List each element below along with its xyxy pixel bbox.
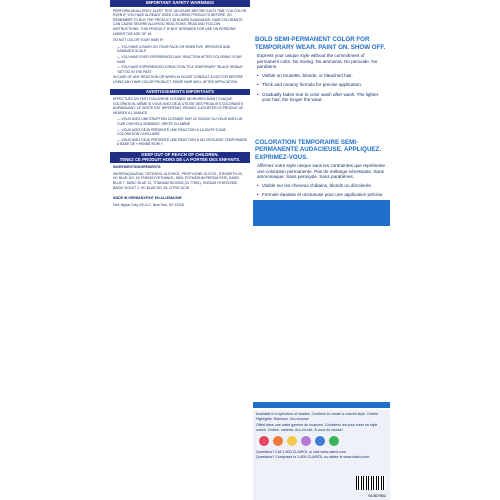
keep-out-text: KEEP OUT OF REACH OF CHILDREN. bbox=[141, 152, 219, 158]
swatch bbox=[287, 436, 297, 446]
swatch bbox=[273, 436, 283, 446]
footer-line-en: Available in a spectrum of shades. Combine to create a colorful style. Ombré. Highlights. Rainbow. You choose! bbox=[256, 412, 379, 421]
fr-text: EFFECTUEZ UN TEST D'ALLERGIE CUTANÉE 48 HEURES AVANT CHAQUE COLORATION, MÊME SI VOUS AVEZ DÉJÀ UTILISÉ DES PRODUITS COLORANTS AUPARAVANT. LE GESTE EST IMPORTANT. PENSEZ À ACHETER LE PRODUIT 48 HEURES À L'AVANCE. bbox=[113, 97, 244, 115]
spacer bbox=[253, 107, 390, 137]
ingredients-text: WATER/AQUA/EAU, CETEARYL ALCOHOL, PROPYLENE GLYCOL, STEARETH-20, HC BLUE NO. 15, PHENOXYETHANOL, MEA, POTASSIUM PERSULFATE, BASIC BLUE 7, BASIC BLUE 12, TITANIUM DIOXIDE (CI 77891), SODIUM HYDROXIDE, BASIC VIOLET 2, HC BLUE NO. 15, CITRIC ACID bbox=[113, 171, 243, 190]
list-item: • Gradually fades true to color wash after wash. The lighter your hair, the longer the wear. bbox=[257, 92, 386, 103]
list-item: — YOU HAVE EXPERIENCED A REACTION TO A TEMPORARY "BLACK HENNA" TATTOO IN THE PAST bbox=[117, 65, 243, 74]
fr-text-block bbox=[110, 95, 250, 150]
questions-en: Questions? Call 1-800-CLAIROL or visit www.clairol.com bbox=[256, 450, 347, 454]
warning-header: IMPORTANT SAFETY WARNINGS bbox=[110, 0, 250, 7]
intro-fr: Affirmez votre style unique sans les contraintes que représente une coloration permanente. Pas de mélange nécessaire. Sans ammoniaque. Sans peroxyde. Sans parabènes. bbox=[257, 163, 386, 180]
list-item: • Visible sur les cheveux châtains, blonds ou décolorés. bbox=[257, 183, 386, 189]
barcode-number: 91367951 bbox=[368, 492, 386, 498]
barcode-icon bbox=[356, 476, 386, 490]
swatch bbox=[315, 436, 325, 446]
swatch bbox=[259, 436, 269, 446]
accent-band-lower bbox=[253, 402, 390, 408]
list-item: • Thick and creamy formula for precise application. bbox=[257, 82, 386, 88]
title-fr: COLORATION TEMPORAIRE SEMI-PERMANENTE AUDACIEUSE. APPLIQUEZ. EXPRIMEZ-VOUS. bbox=[255, 138, 382, 161]
list-item: — VOUS AVEZ DÉJÀ PRÉSENTÉ UNE RÉACTION À UN TATOUAGE TEMPORAIRE À BASE DE « HENNÉ NOIR » bbox=[117, 137, 247, 147]
made-in-text: MADE IN GERMANY/FAIT EN ALLEMAGNE bbox=[113, 196, 182, 201]
list-item: — YOU HAVE A RASH ON YOUR FACE OR SENSITIVE, IRRITATED AND DAMAGED SCALP bbox=[117, 44, 231, 54]
intro-en: Express your unique style without the commitment of permanent color. No mixing. No ammonia. No peroxide. No parabens. bbox=[257, 53, 378, 70]
features-en bbox=[257, 73, 386, 103]
warning-text-block bbox=[110, 7, 250, 89]
list-item: — YOU HAVE EVER EXPERIENCED ANY REACTION AFTER COLORING YOUR HAIR bbox=[117, 54, 242, 64]
ingredients-block bbox=[110, 163, 250, 211]
list-item: — VOUS AVEZ UNE ÉRUPTION CUTANÉE SUR LE VISAGE OU VOUS AVEZ UN CUIR CHEVELU SENSIBLE, IRRITÉ OU ABÎMÉ bbox=[117, 117, 243, 127]
accent-band bbox=[253, 200, 390, 226]
list-item: • Formule épaisse et onctueuse pour une application précise. bbox=[257, 192, 386, 198]
warning-text: PERFORM AN ALLERGY ALERT TEST 48 HOURS BEFORE EACH TIME YOU COLOR EVEN IF YOU HAVE ALREADY USED COLORING PRODUCTS BEFORE. SO REMEMBER TO BUY THE PRODUCT 48 HOURS IN ADVANCE. HAIR COLORANTS CAN CAUSE SEVERE ALLERGIC REACTIONS. READ AND FOLLOW INSTRUCTIONS. THIS PRODUCT IS NOT INTENDED FOR USE ON PERSONS UNDER THE AGE OF 16. bbox=[113, 8, 247, 36]
shade-swatches bbox=[259, 436, 387, 446]
tail-text: IN CASE OF ANY REACTION OR WHEN IN DOUBT CONSULT A DOCTOR BEFORE USING ANY HAIR COLOR PRODUCT. RINSE HAIR WELL AFTER APPLICATION. bbox=[113, 75, 243, 84]
questions-fr: Questions? Composez le 1-800-CLAIROL ou visitez le www.clairol.com bbox=[256, 454, 370, 459]
footer-line-fr: Offert dans une vaste gamme de nuances. Combinez les pour créer un style coloré. Ombré. mèches. Arc-en-ciel. À vous de choisir! bbox=[256, 423, 378, 432]
footer-panel bbox=[253, 410, 390, 500]
dist-text: Dist. by/par Coty US LLC, New York, NY 10118 bbox=[113, 202, 184, 207]
not-color-list bbox=[113, 45, 247, 75]
keep-out-text-fr: TENEZ CE PRODUIT HORS DE LA PORTÉE DES ENFANTS. bbox=[119, 156, 241, 162]
body-en bbox=[253, 53, 390, 103]
title-en: BOLD SEMI-PERMANENT COLOR FOR TEMPORARY WEAR. PAINT ON. SHOW OFF. bbox=[255, 36, 386, 51]
left-panel bbox=[110, 0, 250, 500]
not-color-header: DO NOT COLOR YOUR HAIR IF: bbox=[113, 38, 164, 43]
list-item: — VOUS AVEZ DÉJÀ PRÉSENTÉ UNE RÉACTION À LA SUITE D'UNE COLORATION CAPILLAIRE bbox=[117, 127, 226, 137]
ingredients-header: INGREDIENTS/INGRÉDIENTS: bbox=[113, 165, 162, 170]
fr-warning-header: AVERTISSEMENTS IMPORTANTS bbox=[110, 89, 250, 96]
keep-out-banner bbox=[110, 152, 250, 163]
fr-list bbox=[113, 117, 247, 147]
swatch bbox=[329, 436, 339, 446]
swatch bbox=[301, 436, 311, 446]
list-item: • Visible on brunette, blonde, or bleached hair. bbox=[257, 73, 386, 79]
